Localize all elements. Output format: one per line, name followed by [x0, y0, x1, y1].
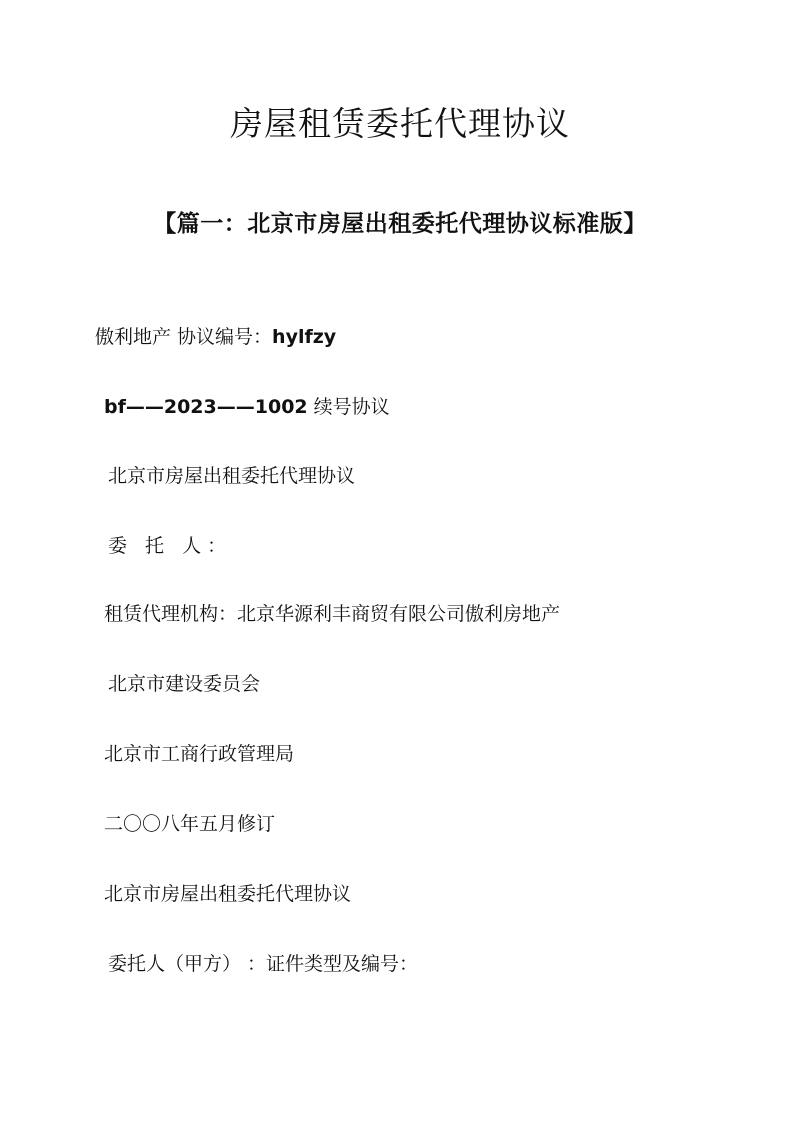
- continuation-code: bf——2023——1002: [104, 396, 308, 418]
- principal-label: 委 托 人：: [108, 535, 233, 557]
- continuation-line: [104, 394, 390, 420]
- agreement-name: 北京市房屋出租委托代理协议: [108, 465, 356, 487]
- agreement-name-repeat: 北京市房屋出租委托代理协议: [104, 883, 352, 905]
- continuation-label: 续号协议: [307, 396, 390, 418]
- issuer-industry-commerce-bureau: 北京市工商行政管理局: [104, 743, 295, 765]
- document-subtitle: 【篇一：北京市房屋出租委托代理协议标准版】: [153, 211, 647, 237]
- issuer-construction-commission: 北京市建设委员会: [108, 673, 261, 695]
- document-title: 房屋租赁委托代理协议: [230, 104, 570, 143]
- revision-date: 二〇〇八年五月修订: [104, 813, 276, 835]
- party-a-line: 委托人（甲方） ：证件类型及编号：: [108, 953, 419, 975]
- agency-line: 租赁代理机构：北京华源利丰商贸有限公司傲利房地产: [104, 603, 561, 625]
- agreement-number-code: hylfzy: [272, 326, 337, 348]
- agreement-number-label: 傲利地产 协议编号：: [95, 326, 273, 348]
- agreement-number-line: [95, 324, 336, 350]
